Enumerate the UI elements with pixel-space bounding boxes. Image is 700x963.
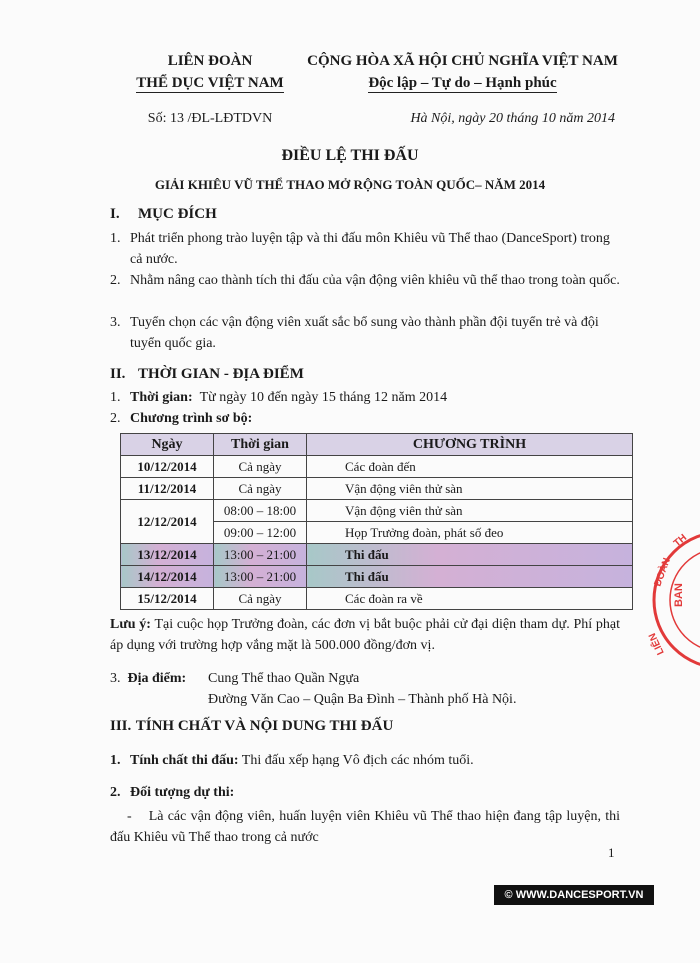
section1-item-1: [110, 228, 620, 270]
note-text: Tại cuộc họp Trưởng đoàn, các đơn vị bắt buộc phải cử đại diện tham dự. Phí phạt áp dụng với trường hợp vắng mặt là 500.000 đồng/đơn vị.: [110, 617, 621, 653]
section3-item-2: [110, 782, 620, 803]
item-text: Phát triển phong trào luyện tập và thi đấu môn Khiêu vũ Thể thao (DanceSport) trong cả nước.: [130, 231, 610, 267]
cell-time: Cả ngày: [214, 456, 307, 478]
participants-text: Là các vận động viên, huấn luyện viên Khiêu vũ Thể thao hiện đang tập luyện, thi đấu Khiêu vũ Thể thao trong cả nước: [110, 809, 621, 845]
motto: Độc lập – Tự do – Hạnh phúc: [368, 75, 557, 91]
cell-event: Các đoàn đến: [307, 456, 633, 478]
document-title: ĐIỀU LỆ THI ĐẤU: [281, 147, 419, 164]
location-label: Địa điểm:: [127, 671, 187, 686]
stamp-text-4: TH: [671, 532, 690, 550]
location-line2: Đường Văn Cao – Quận Ba Đình – Thành phố Hà Nội.: [208, 692, 517, 707]
cell-date: 13/12/2014: [121, 544, 214, 566]
org-line1: LIÊN ĐOÀN: [167, 53, 253, 69]
program-line: [110, 408, 620, 429]
location-line1: Cung Thể thao Quần Ngựa: [208, 671, 360, 686]
table-row: [121, 588, 633, 610]
section2-title: THỜI GIAN - ĐỊA ĐIỂM: [138, 366, 304, 382]
section3-title: TÍNH CHẤT VÀ NỘI DUNG THI ĐẤU: [135, 718, 394, 734]
item-number: 1.: [110, 753, 121, 768]
cell-event: Thi đấu: [307, 566, 633, 588]
item-number: 3.: [110, 671, 121, 686]
org-line2: THỂ DỤC VIỆT NAM: [136, 75, 284, 91]
item-text: Tuyển chọn các vận động viên xuất sắc bổ sung vào thành phần đội tuyển trẻ và đội tuyển quốc gia.: [130, 315, 599, 351]
header-program: CHƯƠNG TRÌNH: [307, 434, 633, 456]
table-row: [121, 544, 633, 566]
dash-bullet: -: [127, 809, 132, 824]
stamp-text-1: ĐOÀN: [652, 556, 673, 589]
cell-time: Cả ngày: [214, 588, 307, 610]
item-number: 2.: [110, 411, 121, 426]
cell-date: 12/12/2014: [121, 500, 214, 544]
cell-event: Vận động viên thử sàn: [307, 478, 633, 500]
note-label: Lưu ý:: [110, 617, 151, 632]
cell-date: 15/12/2014: [121, 588, 214, 610]
table-row: [121, 478, 633, 500]
section1-item-3: [110, 312, 620, 354]
nature-text: Thi đấu xếp hạng Vô địch các nhóm tuổi.: [241, 753, 474, 768]
time-line: [110, 387, 620, 408]
cell-time: 09:00 – 12:00: [214, 522, 307, 544]
participants-label: Đối tượng dự thi:: [130, 785, 235, 800]
table-row: [121, 500, 633, 522]
cell-event: Các đoàn ra về: [307, 588, 633, 610]
nature-label: Tính chất thi đấu:: [130, 753, 239, 768]
section1-item-2: [110, 270, 620, 291]
cell-time: 08:00 – 18:00: [214, 500, 307, 522]
cell-event: Thi đấu: [307, 544, 633, 566]
time-value: Từ ngày 10 đến ngày 15 tháng 12 năm 2014: [199, 390, 448, 405]
document-subtitle: GIẢI KHIÊU VŨ THỂ THAO MỞ RỘNG TOÀN QUỐC– NĂM 2014: [154, 177, 546, 192]
cell-time: 13:00 – 21:00: [214, 544, 307, 566]
header-national: [295, 50, 630, 130]
item-number: 2.: [110, 273, 121, 288]
note-paragraph: [110, 614, 620, 656]
watermark-badge: © WWW.DANCESPORT.VN: [494, 885, 654, 905]
page-number: 1: [608, 845, 615, 860]
section1-heading: [110, 206, 217, 223]
program-label: Chương trình sơ bộ:: [130, 411, 253, 426]
stamp-text-2: BAN: [673, 583, 685, 607]
section3-number: III.: [110, 718, 132, 734]
cell-date: 11/12/2014: [121, 478, 214, 500]
header-time: Thời gian: [214, 434, 307, 456]
red-seal-stamp: [642, 525, 700, 675]
section1-number: I.: [110, 206, 120, 222]
item-number: 2.: [110, 785, 121, 800]
section2-heading: [110, 366, 304, 383]
cell-event: Vận động viên thử sàn: [307, 500, 633, 522]
section1-title: MỤC ĐÍCH: [138, 206, 217, 222]
table-header-row: [121, 434, 633, 456]
item-number: 3.: [110, 315, 121, 330]
section3-item-1: [110, 750, 620, 771]
cell-event: Họp Trưởng đoàn, phát số đeo: [307, 522, 633, 544]
item-number: 1.: [110, 231, 121, 246]
table-row: [121, 566, 633, 588]
item-text: Nhằm nâng cao thành tích thi đấu của vận động viên khiêu vũ thể thao trong toàn quốc.: [130, 273, 620, 288]
participants-paragraph: [110, 806, 620, 848]
section3-heading: [110, 718, 393, 735]
cell-time: Cả ngày: [214, 478, 307, 500]
schedule-table: [120, 433, 633, 610]
header-date: Ngày: [121, 434, 214, 456]
cell-time: 13:00 – 21:00: [214, 566, 307, 588]
cell-date: 10/12/2014: [121, 456, 214, 478]
stamp-text-3: LIÊN: [647, 631, 667, 657]
cell-date: 14/12/2014: [121, 566, 214, 588]
table-row: [121, 456, 633, 478]
section2-number: II.: [110, 366, 126, 382]
item-number: 1.: [110, 390, 121, 405]
time-label: Thời gian:: [130, 390, 193, 405]
header-organization: [110, 50, 310, 130]
nation-name: CỘNG HÒA XÃ HỘI CHỦ NGHĨA VIỆT NAM: [307, 53, 618, 69]
document-number: Số: 13 /ĐL-LĐTDVN: [147, 111, 273, 126]
issue-date: Hà Nội, ngày 20 tháng 10 năm 2014: [410, 111, 615, 126]
